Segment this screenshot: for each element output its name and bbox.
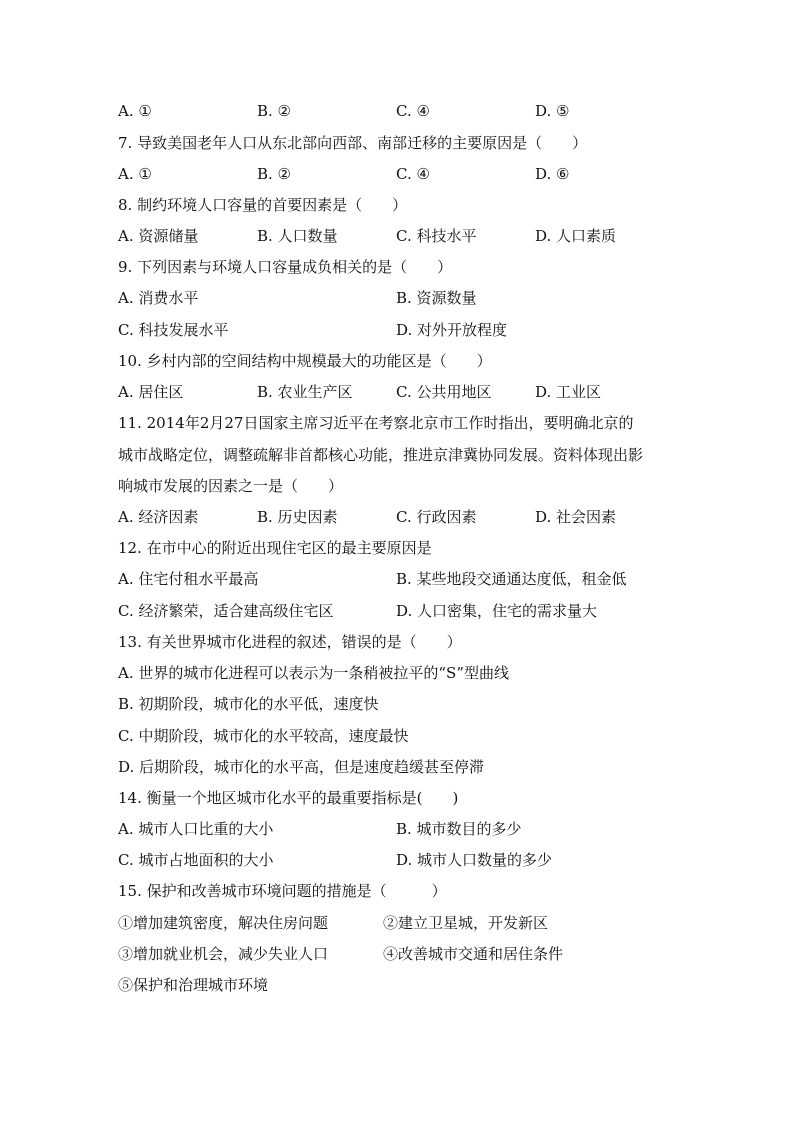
- q11-stem-line-2: 城市战略定位，调整疏解非首都核心功能，推进京津冀协同发展。资料体现出影: [118, 446, 644, 464]
- q12-option-b: B. 某些地段交通通达度低，租金低: [396, 570, 627, 588]
- q10-option-b: B. 农业生产区: [257, 383, 353, 401]
- q7-number: 7.: [118, 134, 133, 152]
- q8-stem: [118, 195, 407, 215]
- q7-option-c: C. ④: [396, 165, 430, 183]
- q13-text: 有关世界城市化进程的叙述，错误的是（ ）: [146, 633, 462, 651]
- q11-number: 11.: [118, 414, 142, 432]
- q13-number: 13.: [118, 633, 142, 651]
- q8-option-a: A. 资源储量: [118, 227, 199, 245]
- q10-number: 10.: [118, 352, 142, 370]
- q15-measure-4: ④改善城市交通和居住条件: [383, 945, 564, 963]
- q14-number: 14.: [118, 789, 142, 807]
- q10-option-c: C. 公共用地区: [396, 383, 492, 401]
- q13-option-a: A. 世界的城市化进程可以表示为一条稍被拉平的“S”型曲线: [118, 664, 509, 682]
- q12-option-c: C. 经济繁荣，适合建高级住宅区: [118, 602, 334, 620]
- q13-option-c: C. 中期阶段，城市化的水平较高，速度最快: [118, 727, 409, 745]
- q9-option-a: A. 消费水平: [118, 289, 199, 307]
- q8-option-c: C. 科技水平: [396, 227, 477, 245]
- q7-option-a: A. ①: [118, 165, 152, 183]
- q8-number: 8.: [118, 196, 133, 214]
- q10-option-d: D. 工业区: [535, 383, 602, 401]
- q13-option-b: B. 初期阶段，城市化的水平低，速度快: [118, 695, 379, 713]
- q6-option-d: D. ⑤: [535, 102, 570, 120]
- q8-option-b: B. 人口数量: [257, 227, 338, 245]
- q6-option-c: C. ④: [396, 102, 430, 120]
- q7-stem: [118, 133, 587, 153]
- q14-stem: [118, 788, 458, 808]
- q11-option-a: A. 经济因素: [118, 508, 199, 526]
- q8-option-d: D. 人口素质: [535, 227, 617, 245]
- q6-option-b: B. ②: [257, 102, 292, 120]
- q11-option-d: D. 社会因素: [535, 508, 617, 526]
- q15-measure-5: ⑤保护和治理城市环境: [118, 976, 269, 994]
- q15-stem: [118, 881, 447, 901]
- q7-option-b: B. ②: [257, 165, 292, 183]
- q11-option-b: B. 历史因素: [257, 508, 338, 526]
- q7-option-d: D. ⑥: [535, 165, 570, 183]
- q15-text: 保护和改善城市环境问题的措施是（ ）: [146, 882, 447, 900]
- q14-option-a: A. 城市人口比重的大小: [118, 820, 274, 838]
- q9-option-b: B. 资源数量: [396, 289, 477, 307]
- q15-number: 15.: [118, 882, 142, 900]
- q10-option-a: A. 居住区: [118, 383, 184, 401]
- q10-text: 乡村内部的空间结构中规模最大的功能区是（ ）: [146, 352, 492, 370]
- q9-option-d: D. 对外开放程度: [396, 321, 508, 339]
- q9-text: 下列因素与环境人口容量成负相关的是（ ）: [137, 258, 453, 276]
- q15-measure-3: ③增加就业机会，减少失业人口: [118, 945, 329, 963]
- q11-stem-line-1: [118, 413, 633, 433]
- q12-text: 在市中心的附近出现住宅区的最主要原因是: [146, 539, 432, 557]
- q14-text: 衡量一个地区城市化水平的最重要指标是( ): [146, 789, 459, 807]
- q9-stem: [118, 257, 452, 277]
- q8-text: 制约环境人口容量的首要因素是（ ）: [137, 196, 408, 214]
- q9-option-c: C. 科技发展水平: [118, 321, 229, 339]
- q13-option-d: D. 后期阶段，城市化的水平高，但是速度趋缓甚至停滞: [118, 758, 485, 776]
- q10-stem: [118, 351, 492, 371]
- q11-stem-line-3: 响城市发展的因素之一是（ ）: [118, 477, 344, 495]
- q11-option-c: C. 行政因素: [396, 508, 477, 526]
- q13-stem: [118, 632, 462, 652]
- q7-text: 导致美国老年人口从东北部向西部、南部迁移的主要原因是（ ）: [137, 134, 588, 152]
- q15-measure-2: ②建立卫星城，开发新区: [383, 914, 549, 932]
- q14-option-c: C. 城市占地面积的大小: [118, 851, 274, 869]
- q6-option-a: A. ①: [118, 102, 152, 120]
- q12-stem: [118, 538, 432, 558]
- q12-number: 12.: [118, 539, 142, 557]
- q14-option-b: B. 城市数目的多少: [396, 820, 522, 838]
- q12-option-a: A. 住宅付租水平最高: [118, 570, 259, 588]
- q15-measure-1: ①增加建筑密度，解决住房问题: [118, 914, 329, 932]
- q12-option-d: D. 人口密集，住宅的需求量大: [396, 602, 598, 620]
- q9-number: 9.: [118, 258, 133, 276]
- q14-option-d: D. 城市人口数量的多少: [396, 851, 553, 869]
- q11-text-1: 2014年2月27日国家主席习近平在考察北京市工作时指出，要明确北京的: [146, 414, 634, 432]
